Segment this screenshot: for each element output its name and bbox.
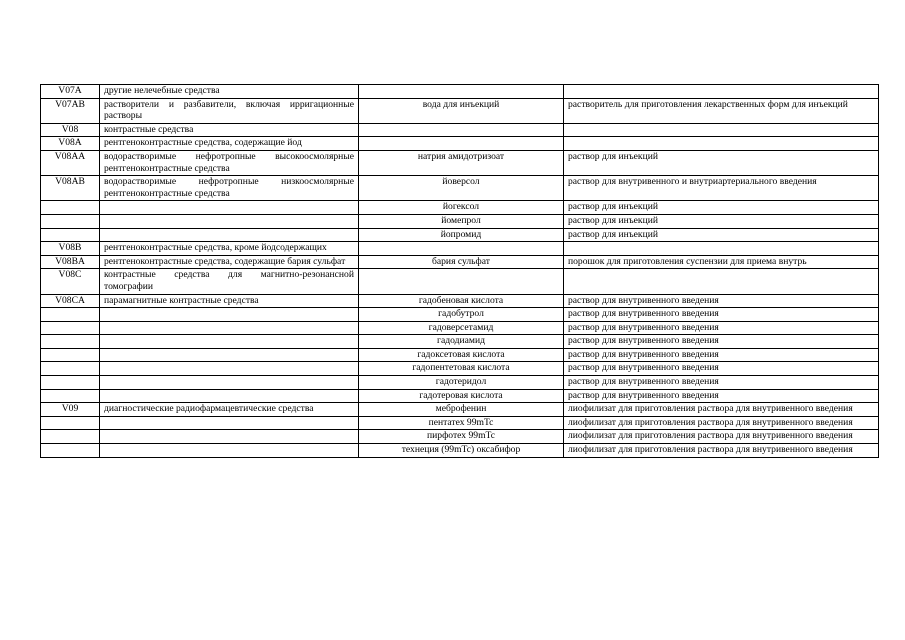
table-row [41,242,879,256]
table-row [41,98,879,123]
drug-name-cell: йогексол [359,201,564,215]
group-name-cell: водорастворимые нефротропные высокоосмолярные рентгеноконтрастные средства [100,150,359,175]
dosage-form-cell: раствор для внутривенного введения [564,362,879,376]
drug-name-cell: вода для инъекций [359,98,564,123]
drug-name-cell: гадоксетовая кислота [359,348,564,362]
dosage-form-cell: раствор для внутривенного введения [564,321,879,335]
group-name-cell [100,214,359,228]
dosage-form-cell: раствор для инъекций [564,228,879,242]
group-name-cell [100,376,359,390]
drug-name-cell [359,85,564,99]
dosage-form-cell [564,137,879,151]
drug-name-cell: пирфотех 99mTc [359,430,564,444]
table-body [41,85,879,458]
dosage-form-cell: лиофилизат для приготовления раствора для внутривенного введения [564,430,879,444]
table-row [41,416,879,430]
atc-code-cell [41,348,100,362]
atc-code-cell: V08AA [41,150,100,175]
dosage-form-cell: раствор для внутривенного введения [564,294,879,308]
table-row [41,444,879,458]
table-row [41,255,879,269]
atc-code-cell: V08 [41,123,100,137]
table-row [41,335,879,349]
dosage-form-cell [564,85,879,99]
atc-code-cell: V09 [41,403,100,417]
atc-code-cell [41,444,100,458]
atc-code-cell: V08AB [41,176,100,201]
atc-code-cell [41,430,100,444]
dosage-form-cell: раствор для инъекций [564,214,879,228]
atc-code-cell: V07A [41,85,100,99]
group-name-cell [100,416,359,430]
drug-name-cell: гадобеновая кислота [359,294,564,308]
dosage-form-cell: раствор для инъекций [564,150,879,175]
drug-name-cell: меброфенин [359,403,564,417]
table-row [41,214,879,228]
dosage-form-cell: раствор для внутривенного введения [564,335,879,349]
atc-code-cell [41,389,100,403]
atc-code-cell [41,335,100,349]
atc-code-cell: V08B [41,242,100,256]
group-name-cell [100,335,359,349]
atc-code-cell: V08C [41,269,100,294]
drug-name-cell: йомепрол [359,214,564,228]
group-name-cell [100,362,359,376]
dosage-form-cell [564,269,879,294]
group-name-cell [100,389,359,403]
atc-code-cell [41,376,100,390]
atc-code-cell [41,308,100,322]
table-row [41,389,879,403]
group-name-cell: парамагнитные контрастные средства [100,294,359,308]
group-name-cell [100,228,359,242]
table-row [41,362,879,376]
dosage-form-cell: раствор для внутривенного введения [564,348,879,362]
table-row [41,123,879,137]
dosage-form-cell: раствор для инъекций [564,201,879,215]
atc-code-cell: V08BA [41,255,100,269]
dosage-form-cell: раствор для внутривенного введения [564,389,879,403]
table-row [41,376,879,390]
table-row [41,150,879,175]
atc-code-cell [41,201,100,215]
group-name-cell: другие нелечебные средства [100,85,359,99]
table-row [41,228,879,242]
table-row [41,321,879,335]
table-row [41,201,879,215]
group-name-cell [100,348,359,362]
dosage-form-cell: порошок для приготовления суспензии для приема внутрь [564,255,879,269]
atc-code-cell [41,321,100,335]
dosage-form-cell [564,242,879,256]
group-name-cell: рентгеноконтрастные средства, кроме йодсодержащих [100,242,359,256]
table-row [41,294,879,308]
atc-code-cell [41,416,100,430]
drug-name-cell [359,123,564,137]
document-page [40,84,878,458]
group-name-cell: водорастворимые нефротропные низкоосмолярные рентгеноконтрастные средства [100,176,359,201]
group-name-cell [100,321,359,335]
group-name-cell: рентгеноконтрастные средства, содержащие бария сульфат [100,255,359,269]
group-name-cell: рентгеноконтрастные средства, содержащие йод [100,137,359,151]
drug-name-cell [359,242,564,256]
dosage-form-cell: раствор для внутривенного введения [564,308,879,322]
table-row [41,176,879,201]
drug-name-cell: гадоверсетамид [359,321,564,335]
dosage-form-cell [564,123,879,137]
dosage-form-cell: лиофилизат для приготовления раствора для внутривенного введения [564,416,879,430]
group-name-cell [100,430,359,444]
table-row [41,308,879,322]
drug-name-cell: гадотеровая кислота [359,389,564,403]
dosage-form-cell: лиофилизат для приготовления раствора для внутривенного введения [564,444,879,458]
drug-name-cell: гадобутрол [359,308,564,322]
atc-code-cell [41,228,100,242]
drug-name-cell: йопромид [359,228,564,242]
atc-code-cell: V08A [41,137,100,151]
drug-name-cell [359,269,564,294]
drug-name-cell: натрия амидотризоат [359,150,564,175]
group-name-cell: диагностические радиофармацевтические средства [100,403,359,417]
group-name-cell: растворители и разбавители, включая ирригационные растворы [100,98,359,123]
dosage-form-cell: раствор для внутривенного введения [564,376,879,390]
dosage-form-cell: лиофилизат для приготовления раствора для внутривенного введения [564,403,879,417]
atc-code-cell: V07AB [41,98,100,123]
table-row [41,85,879,99]
atc-code-cell [41,214,100,228]
table-row [41,403,879,417]
drug-name-cell: бария сульфат [359,255,564,269]
dosage-form-cell: растворитель для приготовления лекарственных форм для инъекций [564,98,879,123]
group-name-cell [100,201,359,215]
group-name-cell [100,308,359,322]
drug-name-cell: пентатех 99mTc [359,416,564,430]
drug-list-table [40,84,879,458]
atc-code-cell: V08CA [41,294,100,308]
table-row [41,430,879,444]
drug-name-cell: технеция (99mTc) оксабифор [359,444,564,458]
drug-name-cell: гадопентетовая кислота [359,362,564,376]
drug-name-cell: гадодиамид [359,335,564,349]
table-row [41,348,879,362]
dosage-form-cell: раствор для внутривенного и внутриартериального введения [564,176,879,201]
drug-name-cell: йоверсол [359,176,564,201]
group-name-cell [100,444,359,458]
group-name-cell: контрастные средства [100,123,359,137]
table-row [41,137,879,151]
drug-name-cell [359,137,564,151]
atc-code-cell [41,362,100,376]
group-name-cell: контрастные средства для магнитно-резонансной томографии [100,269,359,294]
drug-name-cell: гадотеридол [359,376,564,390]
table-row [41,269,879,294]
